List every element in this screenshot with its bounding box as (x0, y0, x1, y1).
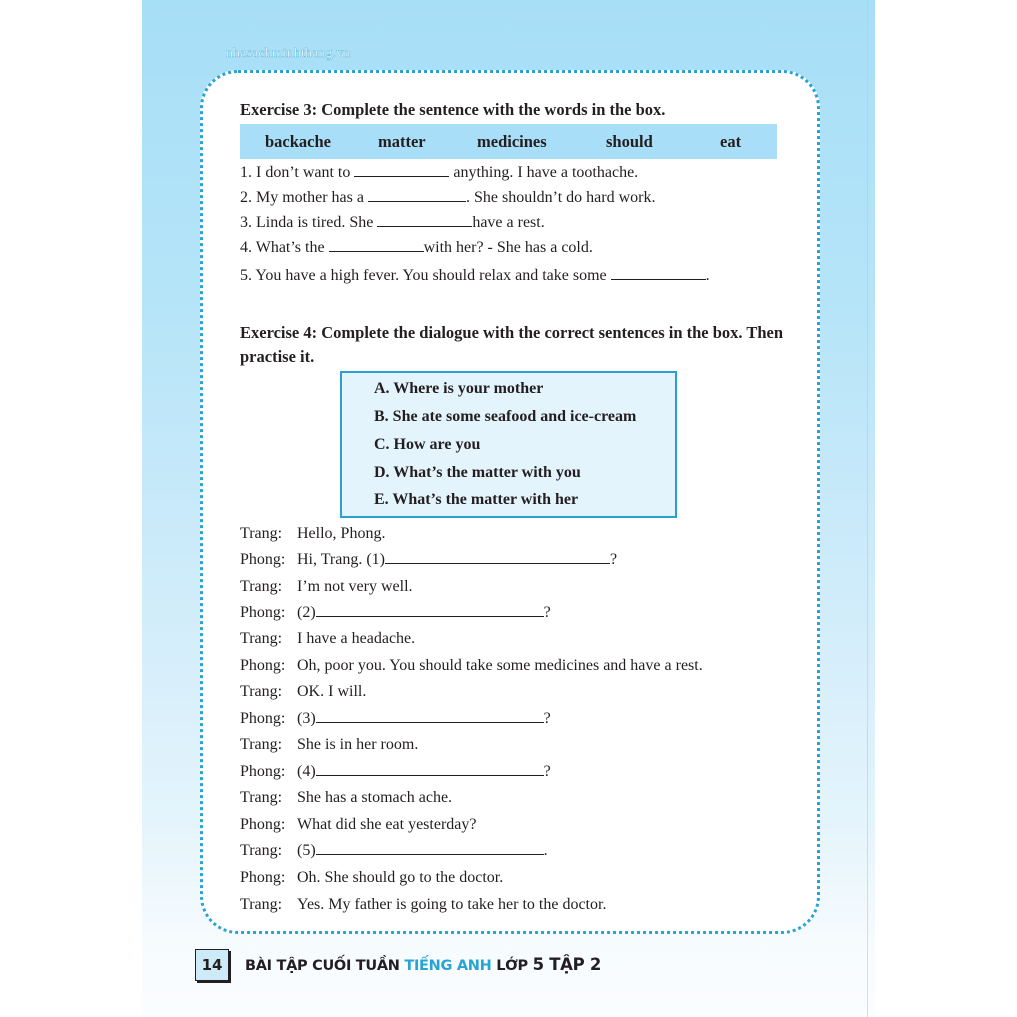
exercise4-title-cont: practise it. (240, 347, 315, 366)
sentence-text: 3. Linda is tired. She (240, 214, 378, 231)
dialogue-text: Hello, Phong. (297, 525, 386, 542)
dialogue-line (240, 604, 551, 622)
answer-blank[interactable] (354, 164, 449, 177)
dialogue-text: Hi, Trang. (1) (297, 551, 386, 568)
book-title (245, 955, 601, 974)
dialogue-text: She has a stomach ache. (297, 789, 453, 806)
punctuation: . (543, 842, 548, 859)
dialogue-text: (4) (297, 763, 316, 780)
speaker: Phong: (240, 551, 286, 568)
word-box (240, 124, 777, 159)
sentence-text: have a rest. (472, 214, 545, 231)
dialogue-text: Oh. She should go to the doctor. (297, 869, 504, 886)
exercise3-title: Exercise 3: Complete the sentence with the words in the box. (240, 100, 666, 119)
word-item: should (606, 131, 653, 151)
dialogue-text: (3) (297, 710, 316, 727)
dialogue-line (240, 525, 385, 543)
dialogue-text: What did she eat yesterday? (297, 816, 477, 833)
dialogue-line (240, 630, 415, 648)
word-item: backache (265, 131, 331, 151)
answer-blank[interactable] (377, 214, 472, 227)
speaker: Trang: (240, 736, 283, 753)
sentence-text: 1. I don’t want to (240, 164, 355, 181)
dialogue-text: Yes. My father is going to take her to the doctor. (297, 896, 607, 913)
page-edge-rule (867, 0, 868, 1017)
dialogue-line (240, 842, 548, 860)
book-title-part: LỚP (491, 958, 533, 974)
option-d: D. What’s the matter with you (374, 464, 581, 481)
speaker: Trang: (240, 525, 283, 542)
sentence-text: 4. What’s the (240, 239, 329, 256)
option-b: B. She ate some seafood and ice-cream (374, 408, 637, 425)
punctuation: ? (543, 710, 551, 727)
answer-blank[interactable] (368, 189, 466, 202)
punctuation: ? (543, 763, 551, 780)
dialogue-text: (5) (297, 842, 316, 859)
options-box (340, 371, 677, 518)
answer-blank[interactable] (611, 267, 706, 280)
dialogue-line (240, 710, 551, 728)
word-item: matter (378, 131, 426, 151)
word-item: eat (720, 131, 742, 151)
speaker: Phong: (240, 816, 286, 833)
answer-blank[interactable] (316, 604, 544, 617)
book-title-accent: TIẾNG ANH (404, 958, 492, 974)
page-number: 14 (195, 949, 229, 981)
dialogue-line (240, 551, 617, 569)
speaker: Trang: (240, 630, 283, 647)
dialogue-line (240, 736, 418, 754)
speaker: Phong: (240, 604, 286, 621)
dialogue-line (240, 578, 413, 596)
answer-blank[interactable] (316, 710, 544, 723)
option-e: E. What’s the matter with her (374, 491, 579, 508)
speaker: Trang: (240, 789, 283, 806)
speaker: Trang: (240, 578, 283, 595)
answer-blank[interactable] (316, 842, 544, 855)
dialogue-line (240, 683, 366, 701)
sentence-4 (240, 239, 593, 257)
dialogue-line (240, 896, 606, 914)
speaker: Trang: (240, 842, 283, 859)
speaker: Phong: (240, 710, 286, 727)
answer-blank[interactable] (329, 239, 424, 252)
dialogue-text: She is in her room. (297, 736, 419, 753)
sentence-2 (240, 189, 655, 207)
dialogue-text: I’m not very well. (297, 578, 413, 595)
option-c: C. How are you (374, 436, 481, 453)
answer-blank[interactable] (385, 551, 610, 564)
speaker: Phong: (240, 657, 286, 674)
dialogue-line (240, 763, 551, 781)
sentence-text: 2. My mother has a (240, 189, 368, 206)
punctuation: ? (610, 551, 618, 568)
dialogue-line (240, 869, 503, 887)
speaker: Trang: (240, 896, 283, 913)
sentence-1 (240, 164, 638, 182)
book-title-grade: 5 TẬP 2 (532, 955, 602, 974)
speaker: Phong: (240, 869, 286, 886)
dialogue-line (240, 789, 452, 807)
answer-blank[interactable] (316, 763, 544, 776)
option-a: A. Where is your mother (374, 380, 544, 397)
sentence-5 (240, 267, 710, 285)
sentence-text: . She shouldn’t do hard work. (465, 189, 656, 206)
dialogue-line (240, 816, 476, 834)
dialogue-text: I have a headache. (297, 630, 416, 647)
sentence-text: anything. I have a toothache. (449, 164, 639, 181)
sentence-text: 5. You have a high fever. You should relax and take some (240, 267, 611, 284)
sentence-text: . (705, 267, 710, 284)
punctuation: ? (543, 604, 551, 621)
dialogue-text: Oh, poor you. You should take some medicines and have a rest. (297, 657, 703, 674)
dialogue-text: OK. I will. (297, 683, 367, 700)
sentence-3 (240, 214, 545, 232)
dialogue-line (240, 657, 703, 675)
dialogue-text: (2) (297, 604, 316, 621)
exercise4-title: Exercise 4: Complete the dialogue with the correct sentences in the box. Then (240, 323, 784, 342)
book-title-part: BÀI TẬP CUỐI TUẦN (245, 958, 405, 974)
speaker: Phong: (240, 763, 286, 780)
word-item: medicines (477, 131, 547, 151)
speaker: Trang: (240, 683, 283, 700)
watermark: nhasachminhthang.vn (226, 46, 351, 61)
sentence-text: with her? - She has a cold. (423, 239, 593, 256)
